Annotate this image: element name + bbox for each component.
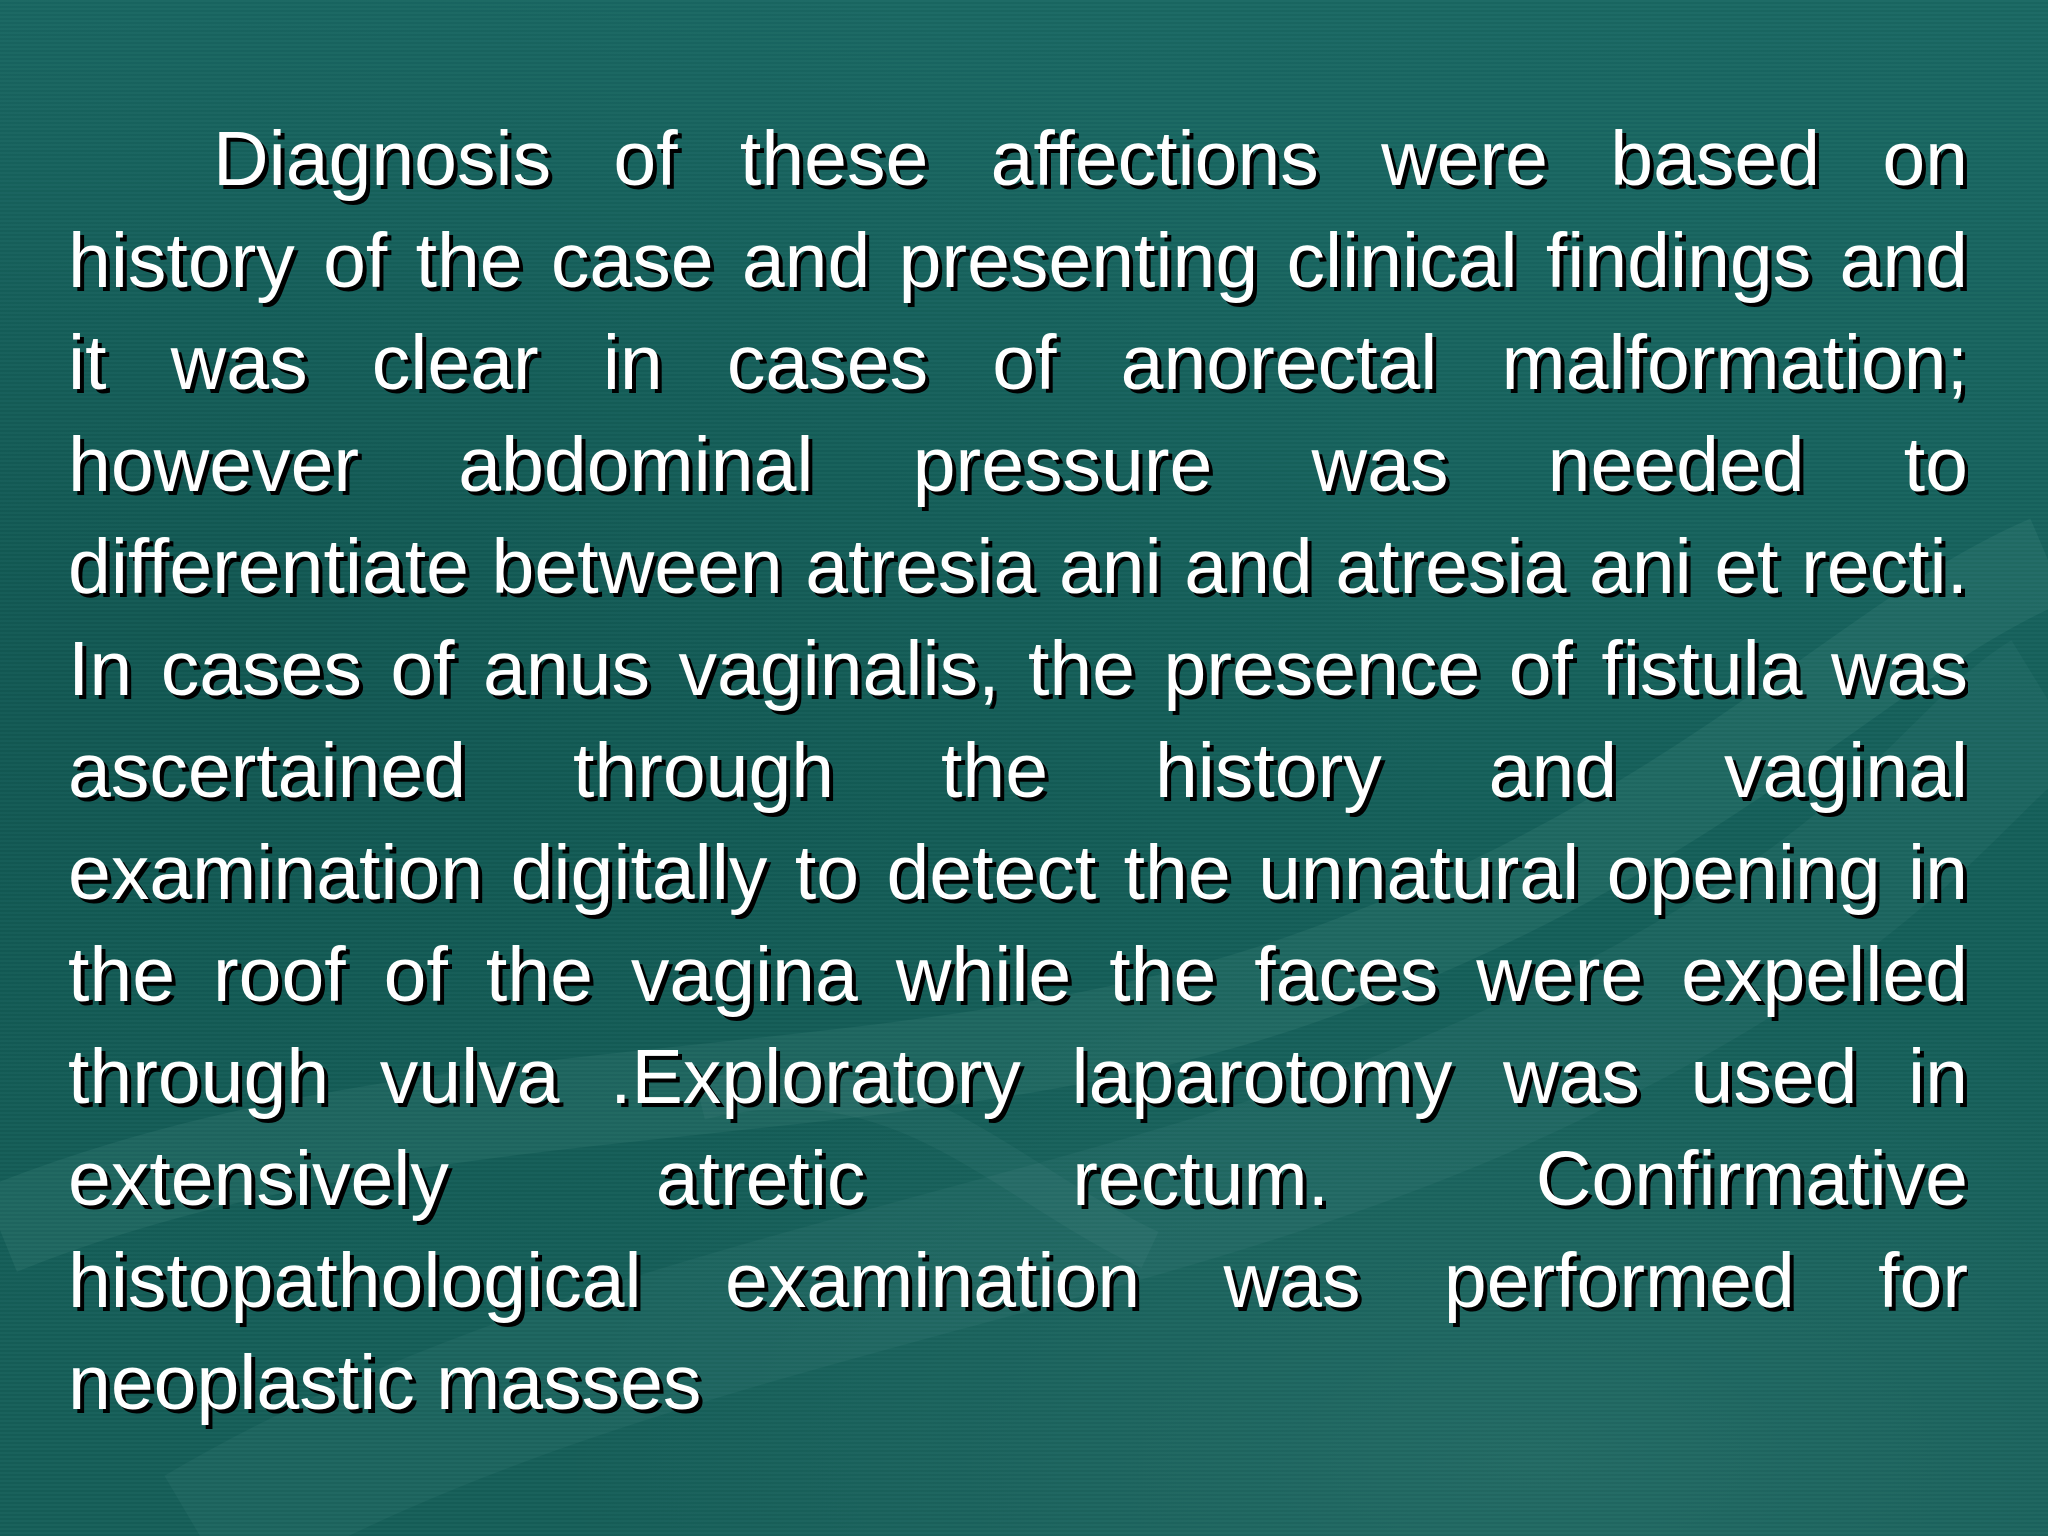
slide-body-text: Diagnosis of these affections were based on history of the case and presenting clinical findings and it was clear in cases of anorectal malformation; however abdominal pressure was needed to differentiate between atresia ani and atresia ani et recti. In cases of anus vaginalis, the presence of fistula was ascertained through the history and vaginal examination digitally to detect the unnatural opening in the roof of the vagina while the faces were expelled through vulva .Exploratory laparotomy was used in extensively atretic rectum. Confirmative histopathological examination was performed for neoplastic masses bbox=[68, 116, 1968, 1426]
